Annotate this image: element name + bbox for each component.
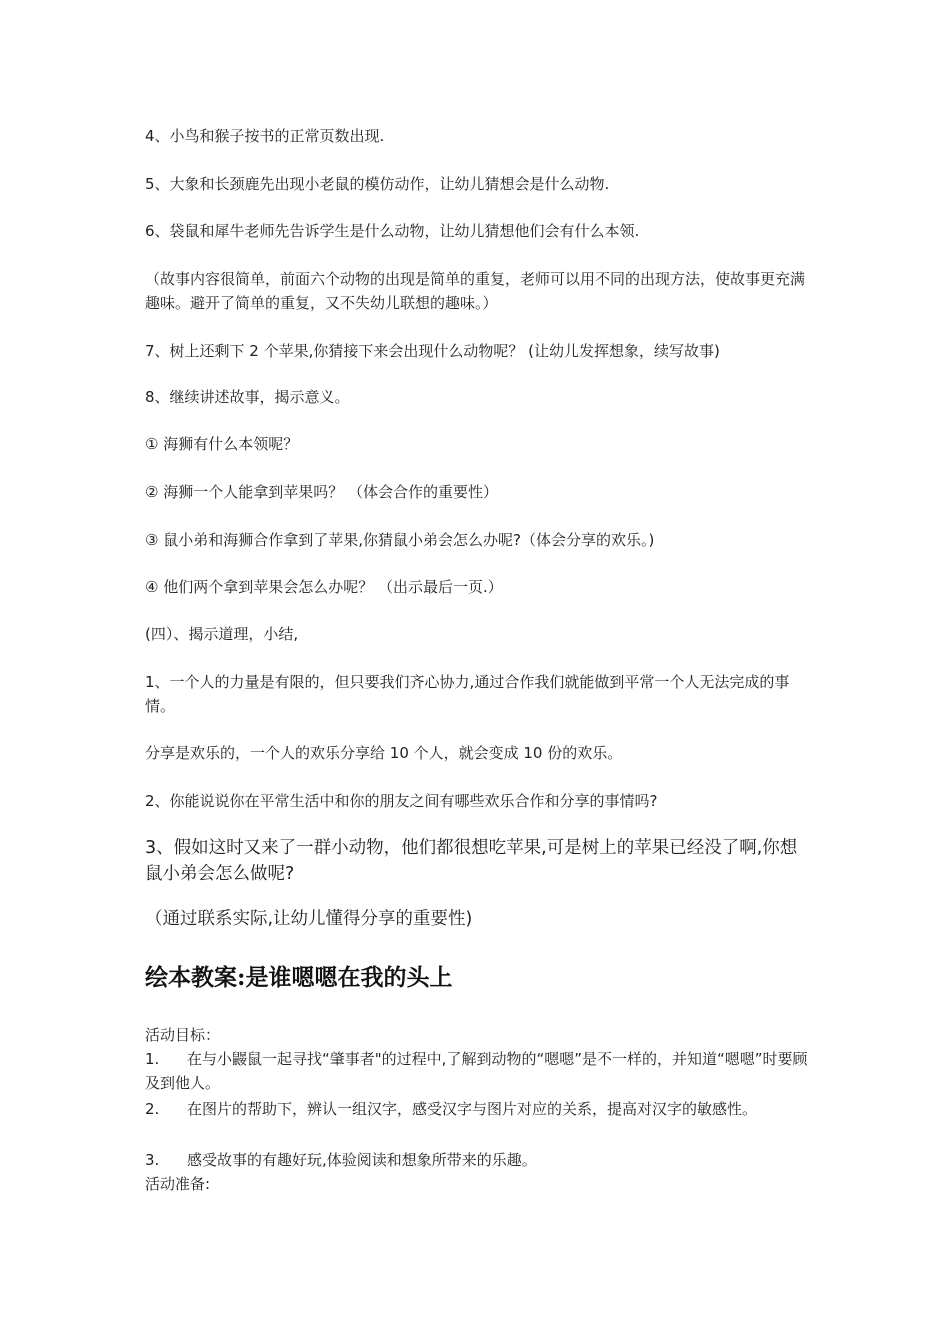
step-8: 8、继续讲述故事，揭示意义。 <box>145 388 350 406</box>
goal-number: 1. <box>145 1050 160 1068</box>
summary-1: 1、一个人的力量是有限的，但只要我们齐心协力,通过合作我们就能做到平常一个人无法完成的事情。 <box>145 673 790 715</box>
question-1: ① 海狮有什么本领呢？ <box>145 435 299 453</box>
goal-item <box>145 1148 810 1172</box>
lesson-title: 绘本教案:是谁嗯嗯在我的头上 <box>145 964 453 991</box>
summary-3-note: （通过联系实际,让幼儿懂得分享的重要性) <box>145 909 473 929</box>
goal-item <box>145 1097 810 1121</box>
step-5: 5、大象和长颈鹿先出现小老鼠的模仿动作，让幼儿猜想会是什么动物. <box>145 175 610 193</box>
prep-label: 活动准备: <box>145 1175 211 1193</box>
goal-text: 在与小鼹鼠一起寻找“肇事者"的过程中,了解到动物的“嗯嗯”是不一样的，并知道“嗯嗯”时要顾及到他人。 <box>145 1050 808 1092</box>
question-4: ④ 他们两个拿到苹果会怎么办呢？ （出示最后一页.） <box>145 578 503 596</box>
step-7: 7、树上还剩下 2 个苹果,你猜接下来会出现什么动物呢？ (让幼儿发挥想象，续写故事) <box>145 342 720 360</box>
summary-2: 2、你能说说你在平常生活中和你的朋友之间有哪些欢乐合作和分享的事情吗? <box>145 792 658 810</box>
goal-item <box>145 1047 810 1095</box>
story-note: （故事内容很简单，前面六个动物的出现是简单的重复，老师可以用不同的出现方法，使故事更充满趣味。避开了简单的重复，又不失幼儿联想的趣味。） <box>145 270 806 312</box>
goals-label: 活动目标： <box>145 1026 221 1044</box>
summary-heading: (四）、揭示道理，小结, <box>145 625 299 643</box>
goal-text: 在图片的帮助下，辨认一组汉字，感受汉字与图片对应的关系，提高对汉字的敏感性。 <box>187 1100 758 1118</box>
goal-text: 感受故事的有趣好玩,体验阅读和想象所带来的乐趣。 <box>187 1151 537 1169</box>
question-2: ② 海狮一个人能拿到苹果吗？ （体会合作的重要性） <box>145 483 498 501</box>
goal-number: 3. <box>145 1151 160 1169</box>
question-3: ③ 鼠小弟和海狮合作拿到了苹果,你猜鼠小弟会怎么办呢?（体会分享的欢乐。) <box>145 531 655 549</box>
goal-number: 2. <box>145 1100 160 1118</box>
step-4: 4、小鸟和猴子按书的正常页数出现. <box>145 127 385 145</box>
summary-3: 3、假如这时又来了一群小动物，他们都很想吃苹果,可是树上的苹果已经没了啊,你想鼠小弟会怎么做呢? <box>145 838 798 884</box>
step-6: 6、袋鼠和犀牛老师先告诉学生是什么动物，让幼儿猜想他们会有什么本领. <box>145 222 640 240</box>
sharing-note: 分享是欢乐的，一个人的欢乐分享给 10 个人，就会变成 10 份的欢乐。 <box>145 744 623 762</box>
